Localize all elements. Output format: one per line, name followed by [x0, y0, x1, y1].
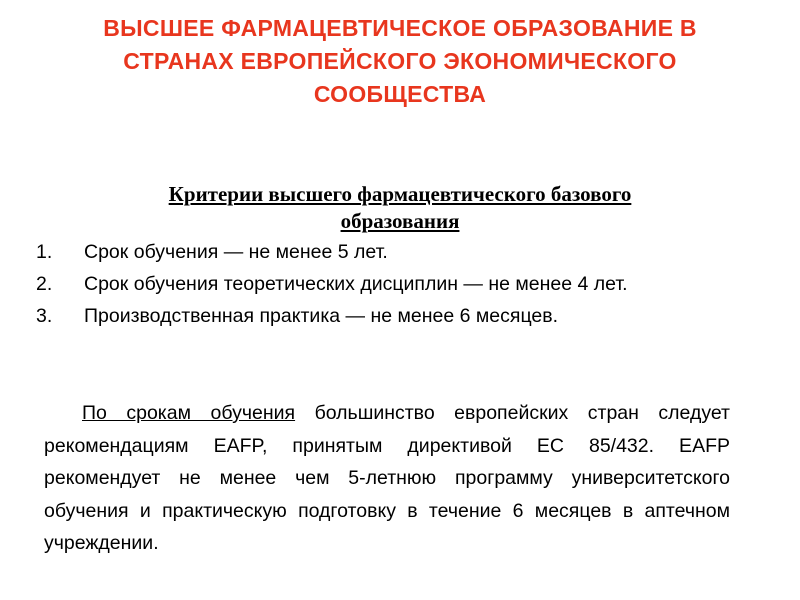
criteria-heading	[90, 181, 710, 235]
list-item-number: 2.	[36, 273, 53, 295]
title-line-1: ВЫСШЕЕ ФАРМАЦЕВТИЧЕСКОЕ ОБРАЗОВАНИЕ В	[103, 15, 697, 41]
criteria-heading-line-2: образования	[340, 209, 460, 233]
body-paragraph	[44, 397, 730, 560]
list-item-text: Производственная практика — не менее 6 месяцев.	[84, 305, 559, 327]
title-line-2: СТРАНАХ ЕВРОПЕЙСКОГО ЭКОНОМИЧЕСКОГО	[123, 48, 677, 74]
criteria-list	[36, 236, 736, 332]
paragraph-body: большинство европейских стран следует рекомендациям EAFP, принятым директивой ЕС 85/432. EAFP рекомендует не менее чем 5-летнюю программу университетского обучения и практическую подготовку в течение 6 месяцев в аптечном учреждении.	[44, 402, 730, 554]
paragraph-lead: По срокам обучения	[82, 402, 296, 424]
criteria-heading-line-1: Критерии высшего фармацевтического базового	[168, 182, 632, 206]
list-item-number: 3.	[36, 305, 53, 327]
list-item-number: 1.	[36, 241, 53, 263]
list-item-text: Срок обучения — не менее 5 лет.	[84, 241, 388, 263]
slide-title	[0, 12, 800, 111]
list-item-text: Срок обучения теоретических дисциплин — не менее 4 лет.	[84, 273, 628, 295]
list-item	[36, 236, 736, 268]
title-line-3: СООБЩЕСТВА	[313, 81, 487, 107]
list-item	[36, 300, 736, 332]
list-item	[36, 268, 736, 300]
